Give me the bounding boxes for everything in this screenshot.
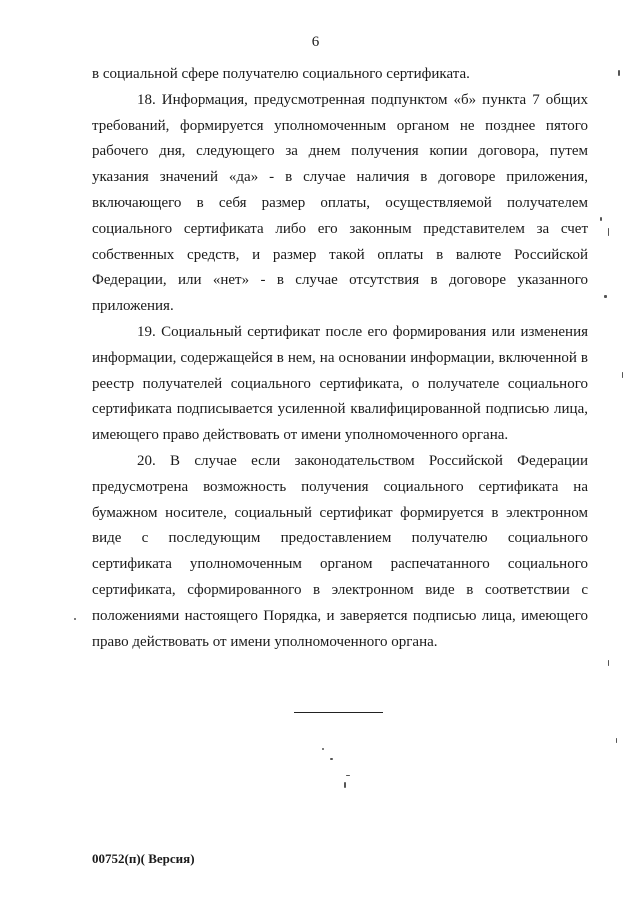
paragraph-20: 20. В случае если законодательством Российской Федерации предусмотрена возможность получения социального сертификата на бумажном носителе, социальный сертификат формируется в электронном виде с последующим предоставлением получателю социального сертификата уполномоченным органом распечатанного социального сертификата, сформированного в электронном виде в соответствии с положениями настоящего Порядка, и заверяется подписью лица, имеющего право действовать от имени уполномоченного органа. — [92, 452, 588, 650]
scan-speck — [608, 228, 609, 236]
scan-speck — [330, 758, 333, 760]
scan-speck — [618, 70, 620, 76]
scan-speck — [322, 748, 324, 750]
scan-speck — [604, 295, 607, 298]
footer-code: 00752(п)( Версия) — [92, 851, 195, 866]
scan-speck — [600, 217, 602, 221]
scan-speck — [622, 372, 623, 378]
page-number: 6 — [311, 34, 320, 50]
scan-speck — [74, 618, 76, 620]
scan-speck — [344, 782, 346, 788]
paragraph-18: 18. Информация, предусмотренная подпунктом «б» пункта 7 общих требований, формируется уполномоченным органом не позднее пятого рабочего дня, следующего за днем получения копии договора, путем указания значений «да» - в случае наличия в договоре приложения, включающего в себя размер оплаты, осуществляемой получателем социального сертификата либо его законным представителем за счет собственных средств, и размер такой оплаты в валюте Российской Федерации, или «нет» - в случае отсутствия в договоре указанного приложения. — [92, 91, 588, 315]
scan-speck — [346, 775, 350, 776]
paragraph-19: 19. Социальный сертификат после его формирования или изменения информации, содержащейся в нем, на основании информации, включенной в реестр получателей социального сертификата, о получателе социального сертификата подписывается усиленной квалифицированной подписью лица, имеющего право действовать от имени уполномоченного органа. — [92, 323, 588, 444]
end-divider — [294, 712, 383, 713]
document-body — [92, 62, 588, 655]
paragraph-continuation: в социальной сфере получателю социального сертификата. — [92, 66, 470, 82]
scan-speck — [608, 660, 609, 666]
scan-speck — [616, 738, 617, 743]
